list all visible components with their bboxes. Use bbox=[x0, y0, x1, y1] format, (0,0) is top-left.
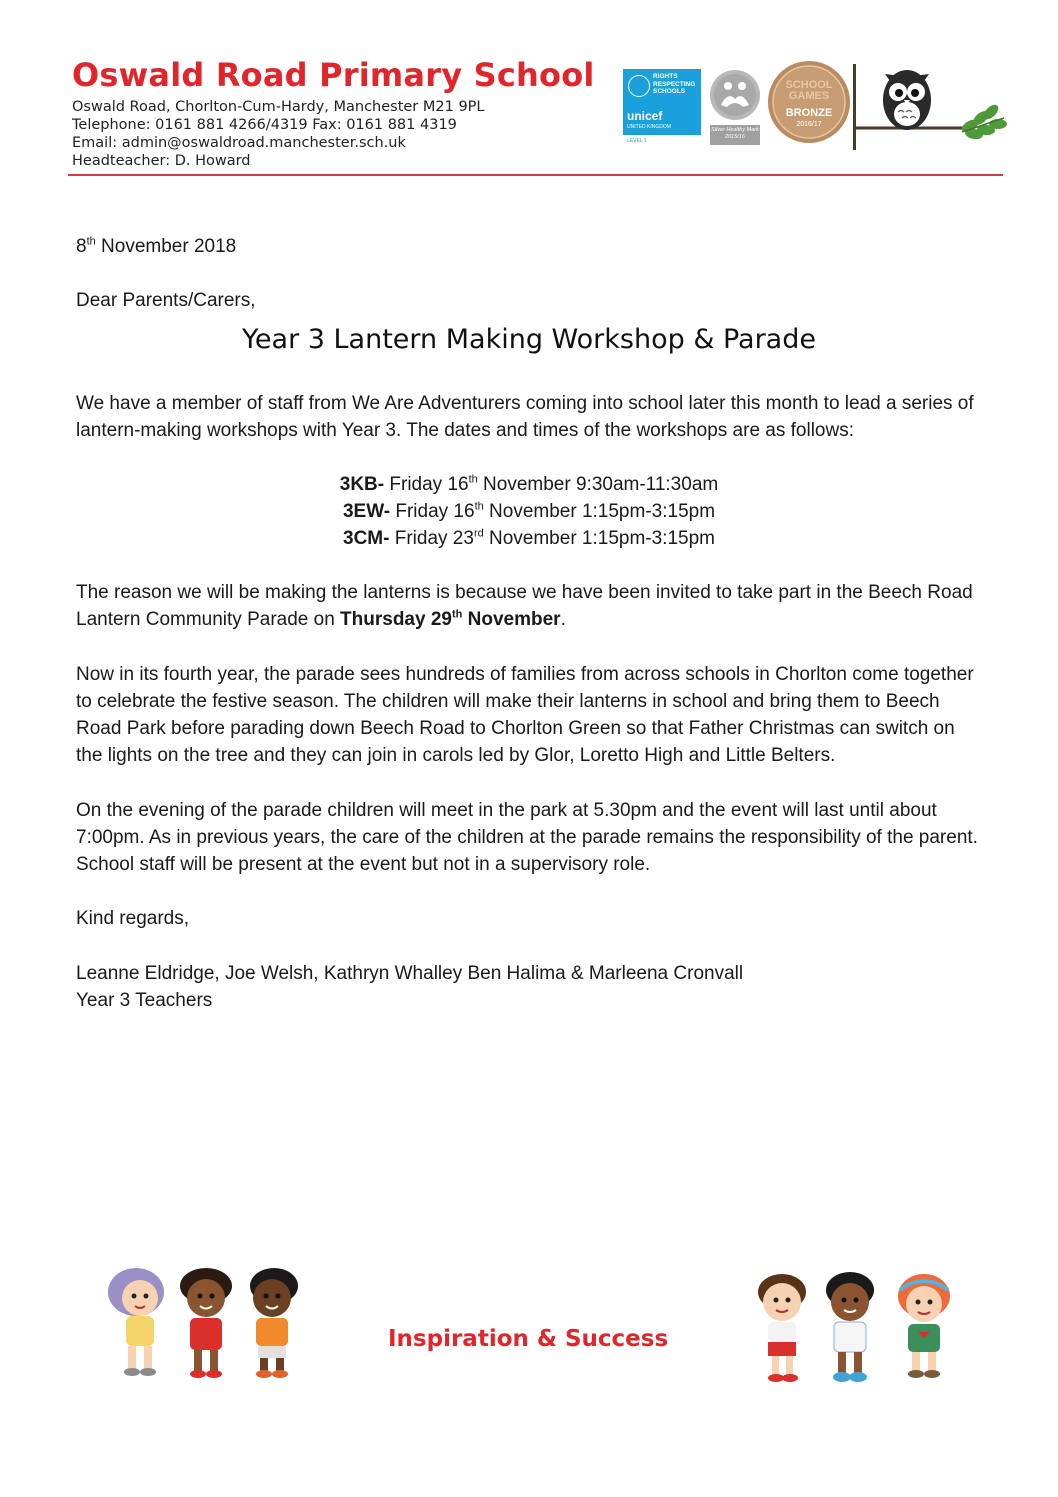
letter-title: Year 3 Lantern Making Workshop & Parade bbox=[242, 324, 816, 355]
letter-signatories: Leanne Eldridge, Joe Welsh, Kathryn Whalley Ben Halima & Marleena Cronvall bbox=[76, 963, 744, 984]
schedule-item-3cm: 3CM- Friday 23rd November 1:15pm-3:15pm bbox=[343, 527, 715, 549]
school-email: Email: admin@oswaldroad.manchester.sch.uk bbox=[72, 135, 406, 151]
silver-healthy-caption: Silver Healthy Mark 2015/16 bbox=[711, 127, 759, 140]
children-illustration-left bbox=[96, 1264, 312, 1384]
letter-closing: Kind regards, bbox=[76, 908, 190, 929]
cartoon-children-icon bbox=[96, 1264, 312, 1384]
letterhead-divider bbox=[68, 174, 1003, 176]
letter-signatory-role: Year 3 Teachers bbox=[76, 990, 213, 1011]
workshop-schedule bbox=[0, 471, 1058, 552]
bronze-games-label: GAMES bbox=[788, 90, 830, 102]
parade-paragraph: Now in its fourth year, the parade sees hundreds of families from across schools in Chorlton come together to celebrate the festive season. The children will make their lanterns in school and bring them to Beech Road Park before parading down Beech Road to Chorlton Green so that Father Christmas can switch on the lights on the tree and they can join in carols led by Glor, Loretto High and Little Belters. bbox=[76, 664, 974, 766]
bronze-level-label: BRONZE bbox=[785, 107, 833, 119]
school-telephone: Telephone: 0161 881 4266/4319 Fax: 0161 881 4319 bbox=[72, 117, 457, 133]
owl-logo bbox=[850, 62, 1010, 154]
school-games-bronze-badge bbox=[767, 60, 851, 144]
school-name: Oswald Road Primary School bbox=[72, 56, 595, 94]
schedule-item-3kb: 3KB- Friday 16th November 9:30am-11:30am bbox=[339, 473, 719, 495]
unicef-rights-respecting-badge bbox=[623, 69, 701, 144]
globe-icon bbox=[628, 75, 650, 97]
silver-healthy-badge bbox=[707, 69, 763, 147]
cartoon-children-icon bbox=[746, 1266, 966, 1390]
children-illustration-right bbox=[746, 1266, 966, 1390]
school-address: Oswald Road, Chorlton-Cum-Hardy, Manchester M21 9PL bbox=[72, 99, 485, 115]
schedule-item-3ew: 3EW- Friday 16th November 1:15pm-3:15pm bbox=[342, 500, 716, 522]
evening-paragraph: On the evening of the parade children will meet in the park at 5.30pm and the event will last until about 7:00pm. As in previous years, the care of the children at the parade remains the responsibility of the parent. School staff will be present at the event but not in a supervisory role. bbox=[76, 800, 978, 875]
unicef-label: unicef bbox=[627, 109, 663, 123]
rights-respecting-label: RIGHTS RESPECTING SCHOOLS bbox=[653, 73, 696, 95]
intro-paragraph: We have a member of staff from We Are Adventurers coming into school later this month to lead a series of lantern-making workshops with Year 3. The dates and times of the workshops are as follows: bbox=[76, 393, 974, 441]
letter-salutation: Dear Parents/Carers, bbox=[76, 290, 256, 311]
footer-slogan: Inspiration & Success bbox=[388, 1326, 669, 1352]
owl-on-branch-icon bbox=[850, 62, 1010, 154]
unicef-sub-label: UNITED KINGDOM bbox=[627, 124, 671, 130]
reason-paragraph: The reason we will be making the lanterns is because we have been invited to take part in the Beech Road Lantern Community Parade on Thursday 29th November. bbox=[76, 582, 973, 630]
school-headteacher: Headteacher: D. Howard bbox=[72, 153, 251, 169]
bronze-school-label: SCHOOL bbox=[785, 79, 833, 91]
bronze-year-label: 2016/17 bbox=[796, 121, 822, 128]
bronze-medal-icon bbox=[767, 60, 851, 144]
unicef-level-label: LEVEL 1 bbox=[627, 138, 647, 144]
letter-date: 8th November 2018 bbox=[76, 235, 237, 257]
